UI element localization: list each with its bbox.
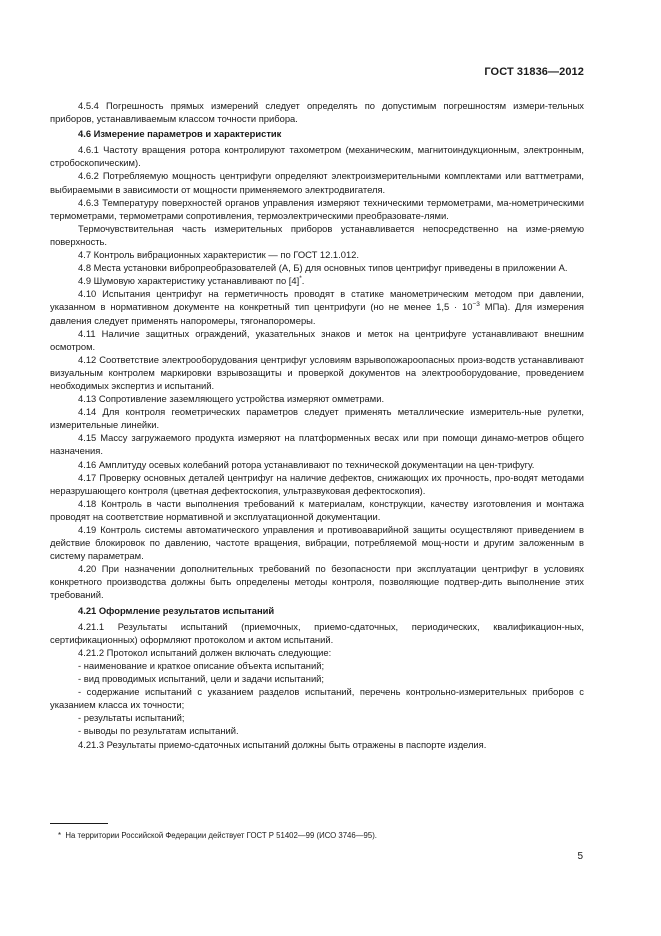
list-item: - наименование и краткое описание объекта испытаний; <box>78 659 325 671</box>
footnote-marker: * <box>58 831 62 840</box>
footnote-divider <box>50 823 108 824</box>
paragraph-4-21-2: 4.21.2 Протокол испытаний должен включать следующие: <box>78 646 332 658</box>
paragraph-4-7: 4.7 Контроль вибрационных характеристик — по ГОСТ 12.1.012. <box>78 249 359 261</box>
list-item: - вид проводимых испытаний, цели и задачи испытаний; <box>78 673 325 685</box>
paragraph-4-18: 4.18 Контроль в части выполнения требований к материалам, конструкции, качеству изготовления и монтажа проводят на соответствие нормативной и эксплуатационной документации. <box>50 497 584 522</box>
paragraph-4-14: 4.14 Для контроля геометрических параметров следует применять металлические измеритель-ные рулетки, измерительные линейки. <box>50 406 584 431</box>
paragraph-4-8: 4.8 Места установки вибропреобразователей (А, Б) для основных типов центрифуг приведены в приложении А. <box>78 262 568 274</box>
paragraph-4-13: 4.13 Сопротивление заземляющего устройства измеряют омметрами. <box>78 393 385 405</box>
list-item: - содержание испытаний с указанием разделов испытаний, перечень контрольно-измерительных приборов с указанием класса их точности; <box>50 686 584 711</box>
paragraph-4-21-3: 4.21.3 Результаты приемо-сдаточных испытаний должны быть отражены в паспорте изделия. <box>78 738 487 750</box>
paragraph-4-6-1: 4.6.1 Частоту вращения ротора контролируют тахометром (механическим, магнитоиндукционным, электронным, стробоскопическим). <box>50 144 584 169</box>
paragraph-4-10-text-b: МПа). Для измерения давления следует применять напоромеры, тягонапоромеры. <box>50 301 585 326</box>
list-item: - результаты испытаний; <box>78 712 185 724</box>
paragraph-4-10-text-a: 4.10 Испытания центрифуг на герметичность проводят в статике манометрическим методом при давлении, указанном в нормативном документе на конкретный тип центрифуги (но не менее 1,5 · 10 <box>50 288 584 313</box>
footnote-text: На территории Российской Федерации действует ГОСТ Р 51402—99 (ИСО 3746—95). <box>65 831 377 840</box>
paragraph-4-12: 4.12 Соответствие электрооборудования центрифуг условиям взрывопожароопасных произ-водств устанавливают визуальным контролем маркировки взрывозащиты и проверкой документов на электрооборудование, проведением необходимых экспертиз и испытаний. <box>50 353 584 391</box>
page-number: 5 <box>577 851 583 862</box>
paragraph-4-16: 4.16 Амплитуду осевых колебаний ротора устанавливают по технической документации на цен-трифугу. <box>78 458 535 470</box>
paragraph-4-17: 4.17 Проверку основных деталей центрифуг на наличие дефектов, снижающих их прочность, про-водят методами неразрушающего контроля (цветная дефектоскопия, ультразвуковая дефектоскопия). <box>50 471 584 496</box>
paragraph-4-20: 4.20 При назначении дополнительных требований по безопасности при эксплуатации центрифуг в условиях конкретного производства должны быть определены методы контроля, позволяющие подтвер-дить выполнение этих требований. <box>50 563 584 601</box>
footnote <box>58 831 578 841</box>
paragraph-4-6-2: 4.6.2 Потребляемую мощность центрифуги определяют электроизмерительными комплектами или ваттметрами, выбираемыми в зависимости от мощности применяемого электродвигателя. <box>50 170 584 195</box>
document-code-header: ГОСТ 31836—2012 <box>484 66 584 78</box>
section-heading-4-21: 4.21 Оформление результатов испытаний <box>78 604 275 616</box>
paragraph-4-19: 4.19 Контроль системы автоматического управления и противоаварийной защиты осуществляют приведением в действие блокировок по давлению, частоте вращения, вибрации, потребляемой мощ-ности и другим заложенным в систему параметрам. <box>50 524 584 562</box>
paragraph-4-6-3: 4.6.3 Температуру поверхностей органов управления измеряют техническими термометрами, ма-нометрическими термометрами, термометрами сопротивления, термоэлектрическими преобразовате-лями. <box>50 196 584 221</box>
paragraph-4-5-4: 4.5.4 Погрешность прямых измерений следует определять по допустимым погрешностям измери-тельных приборов, устанавливаемым классом точности прибора. <box>50 100 584 125</box>
paragraph-4-21-1: 4.21.1 Результаты испытаний (приемочных, приемо-сдаточных, периодических, квалификацион-ных, сертификационных) оформляют протоколом и актом испытаний. <box>50 620 584 645</box>
paragraph-4-9-text: 4.9 Шумовую характеристику устанавливают по [4] <box>78 275 300 287</box>
section-heading-4-6: 4.6 Измерение параметров и характеристик <box>78 128 282 140</box>
paragraph-thermo: Термочувствительная часть измерительных приборов устанавливается непосредственно на изме-ряемую поверхность. <box>50 222 584 247</box>
paragraph-4-10 <box>50 287 584 326</box>
body-text <box>50 99 584 751</box>
paragraph-4-10-exponent: −3 <box>472 301 480 309</box>
footnote-reference: * <box>299 275 302 283</box>
paragraph-4-11: 4.11 Наличие защитных ограждений, указательных знаков и меток на центрифуге устанавливают внешним осмотром. <box>50 327 584 352</box>
list-item: - выводы по результатам испытаний. <box>78 725 239 737</box>
paragraph-4-15: 4.15 Массу загружаемого продукта измеряют на платформенных весах или при помощи динамо-метров общего назначения. <box>50 432 584 457</box>
paragraph-4-9: 4.9 Шумовую характеристику устанавливают по [4]*. <box>78 275 305 287</box>
